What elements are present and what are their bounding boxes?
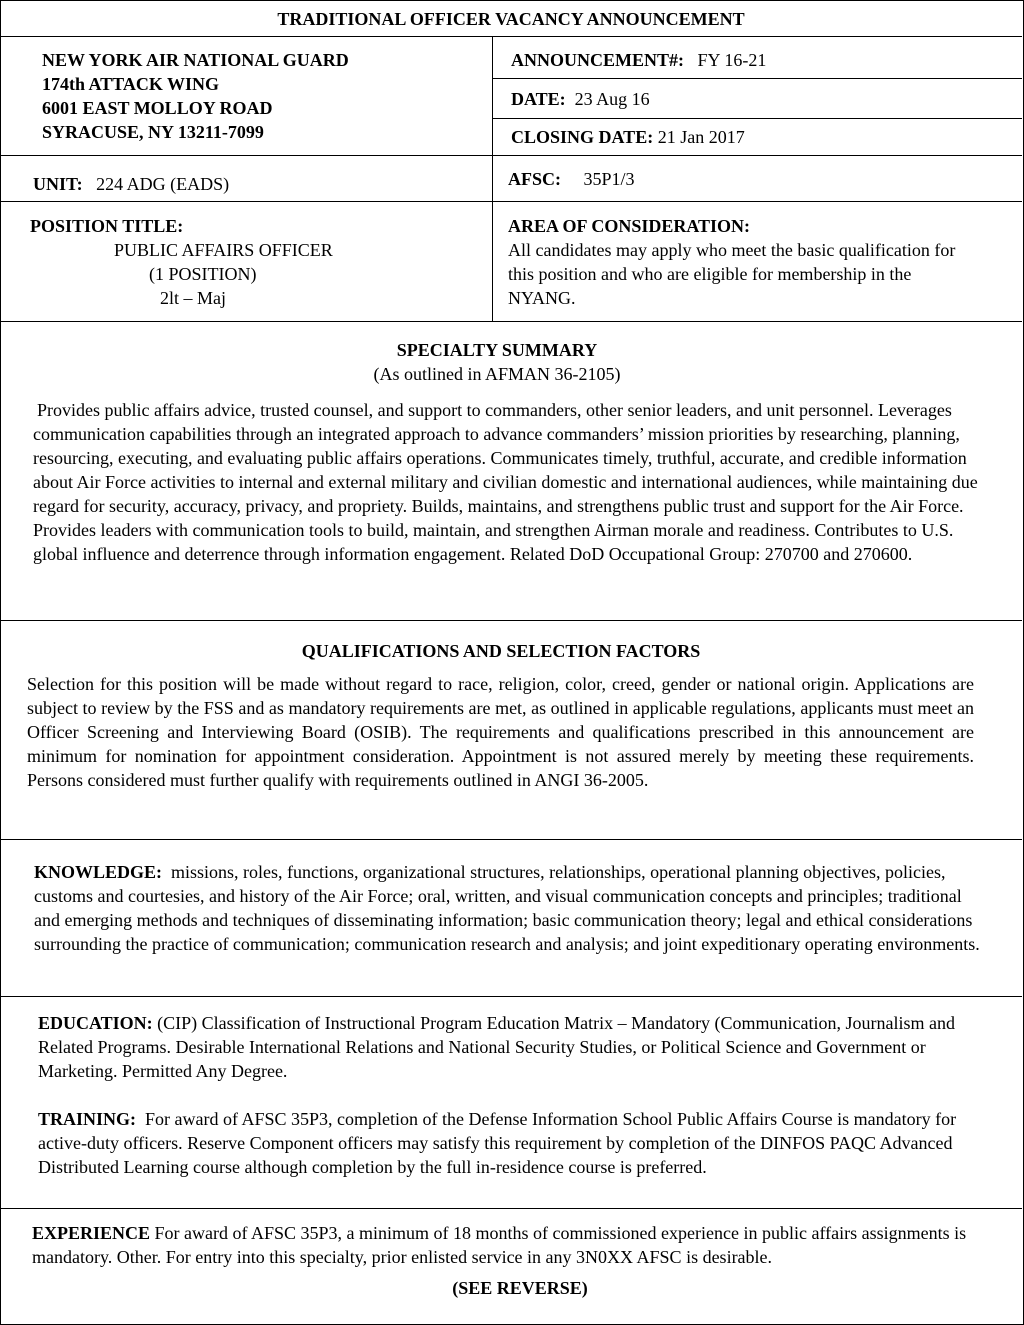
unit-label: UNIT: (33, 174, 83, 194)
education-block (38, 1011, 1000, 1083)
address-line: 174th ATTACK WING (42, 74, 220, 94)
afsc-label: AFSC: (508, 169, 561, 189)
qualifications-heading: QUALIFICATIONS AND SELECTION FACTORS (301, 641, 701, 661)
education-label: EDUCATION: (38, 1013, 153, 1033)
training-block (38, 1107, 968, 1179)
divider-line (493, 118, 1022, 119)
experience-text: For award of AFSC 35P3, a minimum of 18 months of commissioned experience in public affairs assignments is mandatory. Other. For entry into this specialty, prior enlisted service in any 3N0XX AFSC is desirable. (32, 1223, 967, 1267)
specialty-text: Provides public affairs advice, trusted counsel, and support to commanders, other senior leaders, and unit personnel. Leverages communication capabilities through an integrated approach to advance commanders’ mission priorities by researching, planning, resourcing, executing, and evaluating public affairs operations. Communicates timely, truthful, accurate, and credible information about Air Force activities to internal and external military and civilian domestic and international audiences, while maintaining due regard for security, accuracy, privacy, and propriety. Builds, maintains, and strengthens public trust and support for the Air Force. Provides leaders with communication tools to build, maintain, and strengthen Airman morale and readiness. Contributes to U.S. global influence and deterrence through information engagement. Related DoD Occupational Group: 270700 and 270600. (33, 400, 978, 564)
divider-line (0, 36, 1022, 37)
education-text: (CIP) Classification of Instructional Program Education Matrix – Mandatory (Communication, Journalism and Related Programs. Desirable International Relations and National Security Studies, or Political Science and Government or Marketing. Permitted Any Degree. (38, 1013, 956, 1081)
afsc-value: 35P1/3 (583, 169, 635, 189)
closing-date-label: CLOSING DATE: (511, 127, 654, 147)
date-label: DATE: (511, 89, 566, 109)
announcement-number-value: FY 16-21 (697, 50, 767, 70)
page-title: TRADITIONAL OFFICER VACANCY ANNOUNCEMENT (277, 9, 745, 29)
closing-date-row (511, 125, 1011, 149)
position-count: (1 POSITION) (149, 264, 257, 284)
experience-block (32, 1221, 1007, 1269)
divider-line (0, 839, 1022, 840)
training-text: For award of AFSC 35P3, completion of the Defense Information School Public Affairs Course is mandatory for active-duty officers. Reserve Component officers may satisfy this requirement by completion of the DINFOS PAQC Advanced Distributed Learning course although completion by the full in-residence course is preferred. (38, 1109, 957, 1177)
date-row (511, 87, 1011, 111)
position-title-label: POSITION TITLE: (30, 216, 184, 236)
divider-line (0, 201, 1022, 202)
specialty-subheading: (As outlined in AFMAN 36-2105) (373, 364, 621, 384)
unit-row (33, 172, 473, 196)
unit-value: 224 ADG (EADS) (96, 174, 230, 194)
address-line: 6001 EAST MOLLOY ROAD (42, 98, 273, 118)
see-reverse-note: (SEE REVERSE) (452, 1278, 588, 1298)
unit-address (42, 48, 482, 144)
address-line: SYRACUSE, NY 13211-7099 (42, 122, 264, 142)
date-value: 23 Aug 16 (574, 89, 650, 109)
announcement-number-row (511, 48, 1011, 72)
divider-line (0, 155, 1022, 156)
area-text: All candidates may apply who meet the basic qualification for this position and who are eligible for membership in the NYANG. (508, 240, 956, 308)
knowledge-text: missions, roles, functions, organizational structures, relationships, operational planning objectives, policies, customs and courtesies, and history of the Air Force; oral, written, and visual communication concepts and principles; traditional and emerging methods and techniques of disseminating information; basic communication theory; legal and ethical considerations surrounding the practice of communication; communication research and analysis; and joint expeditionary operating environments. (34, 862, 980, 954)
area-of-consideration (508, 214, 978, 310)
area-label: AREA OF CONSIDERATION: (508, 216, 751, 236)
address-line: NEW YORK AIR NATIONAL GUARD (42, 50, 349, 70)
afsc-row (508, 167, 1008, 191)
position-title: PUBLIC AFFAIRS OFFICER (114, 240, 333, 260)
knowledge-label: KNOWLEDGE: (34, 862, 163, 882)
knowledge-block (34, 860, 984, 956)
qualifications-text: Selection for this position will be made without regard to race, religion, color, creed, gender or national origin. Applications are subject to review by the FSS and as mandatory requirements are met, as outlined in applicable regulations, applicants must meet an Officer Screening and Interviewing Board (OSIB). The requirements and qualifications prescribed in this announcement are minimum for nomination for appointment consideration. Appointment is not assured merely by meeting these requirements. Persons considered must further qualify with requirements outlined in ANGI 36-2005. (27, 674, 974, 790)
closing-date-value: 21 Jan 2017 (657, 127, 745, 147)
divider-line (493, 78, 1022, 79)
divider-line (0, 620, 1022, 621)
specialty-heading: SPECIALTY SUMMARY (396, 340, 598, 360)
training-label: TRAINING: (38, 1109, 137, 1129)
divider-line (0, 996, 1022, 997)
experience-label: EXPERIENCE (32, 1223, 151, 1243)
announcement-number-label: ANNOUNCEMENT#: (511, 50, 684, 70)
position-grade: 2lt – Maj (160, 288, 226, 308)
divider-line (0, 321, 1022, 322)
divider-line (0, 1208, 1022, 1209)
position-title-block (30, 214, 480, 310)
